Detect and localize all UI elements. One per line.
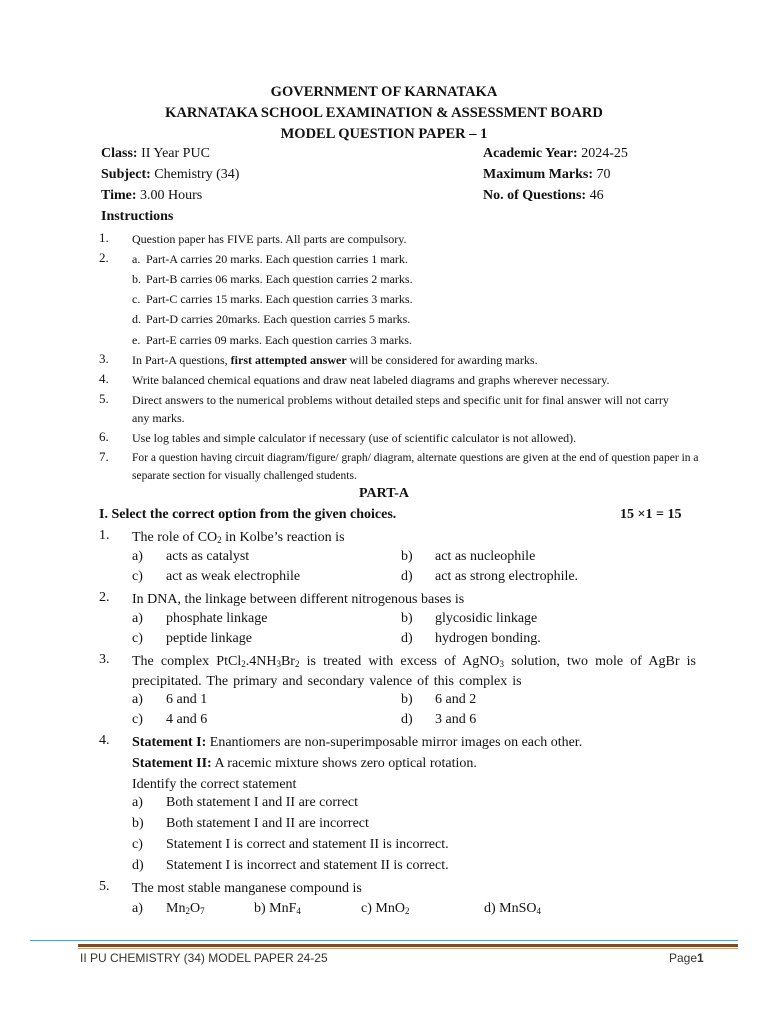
option-text: 4 and 6	[166, 712, 208, 727]
option-text: act as nucleophile	[435, 549, 536, 564]
option-letter: b)	[401, 692, 413, 707]
option-text: Statement I is incorrect and statement II is correct.	[166, 858, 449, 873]
instruction-text: For a question having circuit diagram/figure/ graph/ diagram, alternate questions are given at the end of question paper in a separate section for visually challenged students.	[132, 452, 699, 482]
option-letter: b)	[132, 816, 144, 831]
meta-subject: Subject: Chemistry (34)	[101, 167, 240, 182]
option-text: 3 and 6	[435, 712, 477, 727]
instruction-text: Use log tables and simple calculator if necessary (use of scientific calculator is not allowed).	[132, 431, 577, 445]
option-text: d) MnSO$_4$	[484, 901, 542, 916]
option-text: 6 and 1	[166, 692, 208, 707]
statement-two: Statement II: A racemic mixture shows zero optical rotation.	[132, 756, 477, 771]
question-number: 5.	[99, 879, 110, 894]
question-prompt: Identify the correct statement	[132, 777, 297, 792]
meta-time: Time: 3.00 Hours	[101, 188, 203, 203]
question-text: The role of $CO_2$ in Kolbe’s reaction is	[132, 530, 345, 545]
instruction-sub-item: a. Part-A carries 20 marks. Each question carries 1 mark.	[132, 252, 408, 266]
option-text: Both statement I and II are incorrect	[166, 816, 369, 831]
option-text: glycosidic linkage	[435, 611, 538, 626]
option-letter: b)	[401, 611, 413, 626]
option-letter: c)	[132, 631, 143, 646]
option-text: phosphate linkage	[166, 611, 268, 626]
meta-number-of-questions: No. of Questions: 46	[483, 188, 604, 203]
instruction-text: Write balanced chemical equations and draw neat labeled diagrams and graphs wherever necessary.	[132, 373, 610, 387]
option-letter: d)	[401, 631, 413, 646]
footer-divider	[78, 944, 738, 947]
option-letter: a)	[132, 795, 143, 810]
option-text: act as weak electrophile	[166, 569, 301, 584]
footer-divider	[30, 940, 738, 941]
instruction-text: In Part-A questions, first attempted answer will be considered for awarding marks.	[132, 353, 538, 367]
option-text: acts as catalyst	[166, 549, 250, 564]
option-text: c) MnO$_2$	[361, 901, 410, 916]
option-letter: d)	[132, 858, 144, 873]
meta-academic-year: Academic Year: 2024-25	[483, 146, 628, 161]
footer-title: II PU CHEMISTRY (34) MODEL PAPER 24-25	[80, 951, 328, 965]
meta-maximum-marks: Maximum Marks: 70	[483, 167, 611, 182]
question-number: 4.	[99, 733, 110, 748]
instruction-sub-item: e. Part-E carries 09 marks. Each question carries 3 marks.	[132, 333, 412, 347]
option-letter: c)	[132, 712, 143, 727]
option-text: Both statement I and II are correct	[166, 795, 359, 810]
header-model-paper: MODEL QUESTION PAPER – 1	[280, 126, 488, 142]
header-government: GOVERNMENT OF KARNATAKA	[270, 84, 498, 100]
instruction-text: Question paper has FIVE parts. All parts are compulsory.	[132, 232, 407, 246]
question-text: The complex $PtCl_2.4NH_3Br_2$ is treated with excess of AgNO$_3$ solution, two mole of AgBr is precipitated. The primary and secondary valence of this complex is	[132, 654, 696, 689]
instruction-number: 3.	[99, 351, 109, 366]
option-text: b) MnF$_4$	[254, 901, 301, 916]
part-a-title: PART-A	[358, 486, 410, 501]
question-text: The most stable manganese compound is	[132, 881, 362, 896]
question-text: In DNA, the linkage between different nitrogenous bases is	[132, 592, 465, 607]
option-letter: b)	[401, 549, 413, 564]
section-marks: 15 ×1 = 15	[620, 507, 682, 522]
option-letter: d)	[401, 569, 413, 584]
meta-class: Class: II Year PUC	[101, 146, 210, 161]
instruction-number: 4.	[99, 371, 109, 386]
option-letter: a)	[132, 549, 143, 564]
question-number: 1.	[99, 528, 110, 543]
instruction-number: 2.	[99, 250, 109, 265]
instruction-number: 5.	[99, 391, 109, 406]
instruction-number: 7.	[99, 449, 109, 464]
option-letter: a)	[132, 901, 143, 916]
option-letter: d)	[401, 712, 413, 727]
statement-one: Statement I: Enantiomers are non-superimposable mirror images on each other.	[132, 735, 583, 750]
option-letter: a)	[132, 692, 143, 707]
header-board: KARNATAKA SCHOOL EXAMINATION & ASSESSMENT BOARD	[165, 105, 603, 121]
question-number: 3.	[99, 652, 110, 667]
instruction-text: Direct answers to the numerical problems without detailed steps and specific unit for final answer will not carry any marks.	[132, 393, 669, 425]
footer-divider	[78, 948, 738, 949]
option-text: Statement I is correct and statement II is incorrect.	[166, 837, 449, 852]
option-text: $Mn_2O_7$	[166, 901, 205, 916]
option-text: act as strong electrophile.	[435, 569, 579, 584]
instruction-sub-item: d. Part-D carries 20marks. Each question carries 5 marks.	[132, 312, 411, 326]
option-text: peptide linkage	[166, 631, 252, 646]
section-title: I. Select the correct option from the given choices.	[99, 507, 397, 522]
instruction-sub-item: b. Part-B carries 06 marks. Each question carries 2 marks.	[132, 272, 413, 286]
option-letter: c)	[132, 569, 143, 584]
instruction-sub-item: c. Part-C carries 15 marks. Each question carries 3 marks.	[132, 292, 413, 306]
instruction-number: 6.	[99, 429, 109, 444]
footer-page-number: Page1	[669, 951, 704, 965]
instructions-title: Instructions	[101, 209, 174, 224]
option-text: 6 and 2	[435, 692, 477, 707]
instruction-number: 1.	[99, 230, 109, 245]
question-number: 2.	[99, 590, 110, 605]
option-letter: c)	[132, 837, 143, 852]
option-letter: a)	[132, 611, 143, 626]
option-text: hydrogen bonding.	[435, 631, 541, 646]
